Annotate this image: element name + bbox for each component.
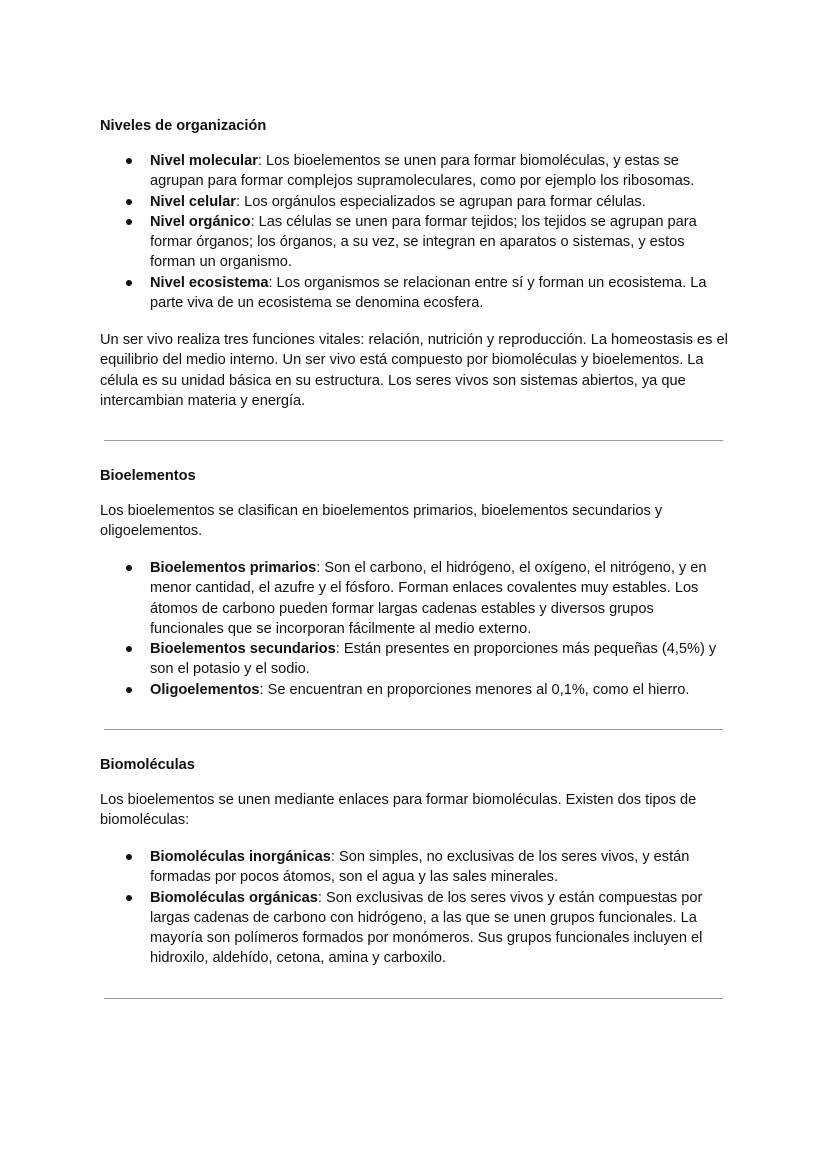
niveles-list bbox=[100, 151, 730, 313]
list-item bbox=[100, 212, 730, 273]
list-item bbox=[100, 639, 730, 680]
bullet-icon bbox=[126, 219, 132, 225]
horizontal-rule bbox=[104, 729, 723, 730]
paragraph-biomoleculas-intro: Los bioelementos se unen mediante enlaces para formar biomoléculas. Existen dos tipos de biomoléculas: bbox=[100, 792, 697, 829]
bullet-icon bbox=[126, 687, 132, 693]
list-item bbox=[100, 192, 730, 212]
term: Nivel molecular bbox=[150, 153, 258, 169]
term: Nivel orgánico bbox=[150, 213, 251, 230]
bullet-icon bbox=[126, 280, 132, 286]
list-item bbox=[100, 847, 730, 888]
term: Nivel ecosistema bbox=[150, 274, 269, 291]
term: Biomoléculas orgánicas bbox=[150, 889, 318, 906]
bioelementos-list bbox=[100, 558, 730, 700]
horizontal-rule bbox=[104, 440, 723, 441]
bullet-icon bbox=[126, 565, 132, 571]
term: Biomoléculas inorgánicas bbox=[150, 849, 331, 865]
term: Nivel celular bbox=[150, 193, 236, 210]
bullet-icon bbox=[126, 895, 132, 901]
section-title-niveles: Niveles de organización bbox=[100, 118, 267, 134]
bullet-icon bbox=[126, 854, 132, 860]
term: Oligoelementos bbox=[150, 681, 260, 698]
term: Bioelementos secundarios bbox=[150, 641, 336, 658]
definition: : Las células se unen para formar tejidos; los tejidos se agrupan para formar órganos; los órganos, a su vez, se integran en aparatos o sistemas, y estos forman un organismo. bbox=[150, 213, 697, 271]
definition: : Los organismos se relacionan entre sí y forman un ecosistema. La parte viva de un ecosistema se denomina ecosfera. bbox=[150, 274, 707, 312]
section-title-bioelementos: Bioelementos bbox=[100, 468, 196, 484]
term: Bioelementos primarios bbox=[150, 560, 317, 576]
paragraph-ser-vivo: Un ser vivo realiza tres funciones vitales: relación, nutrición y reproducción. La homeostasis es el equilibrio del medio interno. Un ser vivo está compuesto por biomoléculas y bioelementos. La célula es su unidad básica en su estructura. Los seres vivos son sistemas abiertos, ya que intercambian materia y energía. bbox=[100, 332, 728, 409]
definition: : Son simples, no exclusivas de los seres vivos, y están formadas por pocos átomos, son el agua y las sales minerales. bbox=[150, 849, 690, 886]
definition: : Son exclusivas de los seres vivos y están compuestas por largas cadenas de carbono con hidrógeno, a las que se unen grupos funcionales. La mayoría son polímeros formados por monómeros. Sus grupos funcionales incluyen el hidroxilo, aldehído, cetona, amina y carboxilo. bbox=[150, 889, 703, 967]
definition: : Se encuentran en proporciones menores al 0,1%, como el hierro. bbox=[259, 681, 690, 698]
list-item bbox=[100, 888, 730, 969]
definition: : Son el carbono, el hidrógeno, el oxígeno, el nitrógeno, y en menor cantidad, el azufre y el fósforo. Forman enlaces covalentes muy estables. Los átomos de carbono pueden formar largas cadenas estables y diversos grupos funcionales que se incorporan fácilmente al medio externo. bbox=[150, 560, 707, 637]
list-item bbox=[100, 273, 730, 314]
horizontal-rule bbox=[104, 998, 723, 999]
bullet-icon bbox=[126, 646, 132, 652]
bullet-icon bbox=[126, 199, 132, 205]
list-item bbox=[100, 151, 730, 192]
paragraph-bioelementos-intro: Los bioelementos se clasifican en bioelementos primarios, bioelementos secundarios y oligoelementos. bbox=[100, 503, 663, 540]
definition: : Los bioelementos se unen para formar biomoléculas, y estas se agrupan para formar complejos supramoleculares, como por ejemplo los ribosomas. bbox=[150, 153, 695, 190]
definition: : Están presentes en proporciones más pequeñas (4,5%) y son el potasio y el sodio. bbox=[150, 641, 717, 678]
list-item bbox=[100, 558, 730, 639]
bullet-icon bbox=[126, 158, 132, 164]
list-item bbox=[100, 680, 730, 700]
section-title-biomoleculas: Biomoléculas bbox=[100, 757, 195, 773]
definition: : Los orgánulos especializados se agrupan para formar células. bbox=[236, 193, 646, 210]
biomoleculas-list bbox=[100, 847, 730, 969]
